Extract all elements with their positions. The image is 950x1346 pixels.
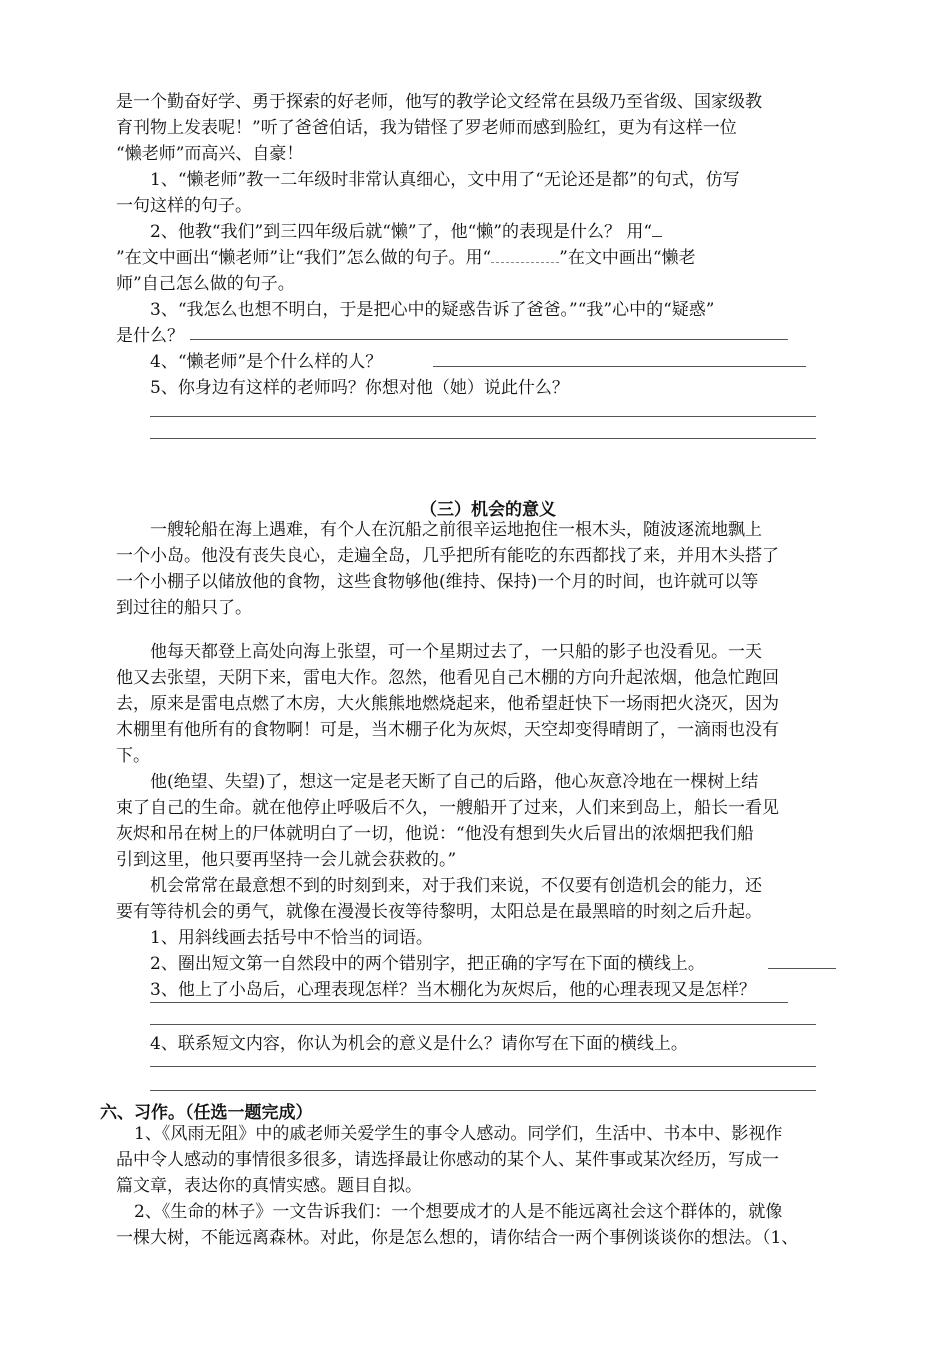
- answer-line[interactable]: [150, 1024, 816, 1025]
- answer-line[interactable]: [150, 438, 816, 439]
- topic-1-line: 篇文章，表达你的真情实感。题目自拟。: [116, 1176, 422, 1196]
- question-3: 3、“我怎么也想不明白，于是把心中的疑惑告诉了爸爸。”“我”心中的“疑惑”: [150, 300, 715, 320]
- passage-line: 去，原来是雷电点燃了木房，大火熊熊地燃烧起来，他希望赶快下一场雨把火浇灭，因为: [116, 694, 779, 714]
- question-4: 4、“懒老师”是个什么样的人？: [150, 352, 383, 372]
- passage-line: 引到这里，他只要再坚持一会儿就会获救的。”: [116, 850, 457, 870]
- passage-line: “懒老师”而高兴、自豪！: [116, 144, 304, 164]
- straight-line-mark: [652, 224, 662, 237]
- question-1: 1、用斜线画去括号中不恰当的词语。: [150, 928, 433, 948]
- topic-2-line: 2、《生命的林子》一文告诉我们：一个想要成才的人是不能远离社会这个群体的，就像: [134, 1202, 783, 1222]
- passage-line: 要有等待机会的勇气，就像在漫漫长夜等待黎明，太阳总是在最黑暗的时刻之后升起。: [116, 902, 762, 922]
- wavy-line-mark: [491, 250, 559, 263]
- question-2-text-b: ”在文中画出“懒老师”让“我们”怎么做的句子。用“: [116, 248, 492, 268]
- answer-line[interactable]: [190, 339, 788, 340]
- passage-line: 他每天都登上高处向海上张望，可一个星期过去了，一只船的影子也没看见。一天: [150, 642, 762, 662]
- topic-1-line: 1、《风雨无阻》中的戚老师关爱学生的事令人感动。同学们，生活中、书本中、影视作: [134, 1124, 783, 1144]
- passage-line: 下。: [116, 746, 150, 766]
- passage-line: 一艘轮船在海上遇难，有个人在沉船之前很辛运地抱住一根木头，随波逐流地飘上: [150, 520, 762, 540]
- passage-line: 他(绝望、失望)了，想这一定是老天断了自己的后路，他心灰意冷地在一棵树上结: [150, 772, 759, 792]
- passage-line: 育刊物上发表呢！”听了爸爸伯话，我为错怪了罗老师而感到脸红，更为有这样一位: [116, 118, 737, 138]
- answer-line[interactable]: [433, 366, 806, 367]
- question-3-cont: 是什么？: [116, 326, 184, 346]
- topic-1-line: 品中令人感动的事情很多很多，请选择最让你感动的某个人、某件事或某次经历，写成一: [116, 1150, 779, 1170]
- question-2: 2、圈出短文第一自然段中的两个错别字，把正确的字写在下面的横线上。: [150, 954, 705, 974]
- passage-line: 机会常常在最意想不到的时刻到来，对于我们来说，不仅要有创造机会的能力，还: [150, 876, 762, 896]
- answer-line[interactable]: [150, 1002, 788, 1003]
- answer-line[interactable]: [150, 1090, 816, 1091]
- passage-line: 他又去张望，天阴下来，雷电大作。忽然，他看见自己木棚的方向升起浓烟，他急忙跑回: [116, 668, 779, 688]
- passage-line: 是一个勤奋好学、勇于探索的好老师，他写的教学论文经常在县级乃至省级、国家级教: [116, 92, 762, 112]
- answer-line[interactable]: [768, 968, 836, 969]
- question-4: 4、联系短文内容，你认为机会的意义是什么？请你写在下面的横线上。: [150, 1034, 688, 1054]
- passage-line: 木棚里有他所有的食物啊！可是，当木棚子化为灰烬，天空却变得晴朗了，一滴雨也没有: [116, 720, 779, 740]
- passage-title: （三）机会的意义: [420, 500, 556, 520]
- answer-line[interactable]: [150, 1066, 816, 1067]
- passage-line: 一个小岛。他没有丧失良心，走遍全岛，几乎把所有能吃的东西都找了来，并用木头搭了: [116, 546, 779, 566]
- passage-line: 灰烬和吊在树上的尸体就明白了一切，他说：“他没有想到失火后冒出的浓烟把我们船: [116, 824, 754, 844]
- passage-line: 一个小棚子以储放他的食物，这些食物够他(维持、保持)一个月的时间，也许就可以等: [116, 572, 759, 592]
- passage-line: 到过往的船只了。: [116, 598, 252, 618]
- question-1-cont: 一句这样的句子。: [116, 196, 252, 216]
- topic-2-line: 一棵大树，不能远离森林。对此，你是怎么想的，请你结合一两个事例谈谈你的想法。（1、: [116, 1228, 799, 1248]
- passage-line: 束了自己的生命。就在他停止呼吸后不久，一艘船开了过来，人们来到岛上，船长一看见: [116, 798, 779, 818]
- question-2-text-c: ”在文中画出“懒老: [559, 248, 696, 268]
- section-heading: 六、习作。（任选一题完成）: [100, 1103, 313, 1123]
- question-5: 5、你身边有这样的老师吗？你想对他（她）说此什么？: [150, 378, 569, 398]
- question-2-cont: [116, 248, 696, 268]
- question-2: [150, 222, 662, 242]
- question-3: 3、他上了小岛后，心理表现怎样？当木棚化为灰烬后，他的心理表现又是怎样？: [150, 980, 756, 1000]
- answer-line[interactable]: [150, 416, 816, 417]
- question-1: 1、“懒老师”教一二年级时非常认真细心，文中用了“无论还是都”的句式，仿写: [150, 170, 740, 190]
- question-2-text: 2、他教“我们”到三四年级后就“懒”了，他“懒”的表现是什么？ 用“: [150, 222, 653, 242]
- question-2-cont2: 师”自己怎么做的句子。: [116, 274, 295, 294]
